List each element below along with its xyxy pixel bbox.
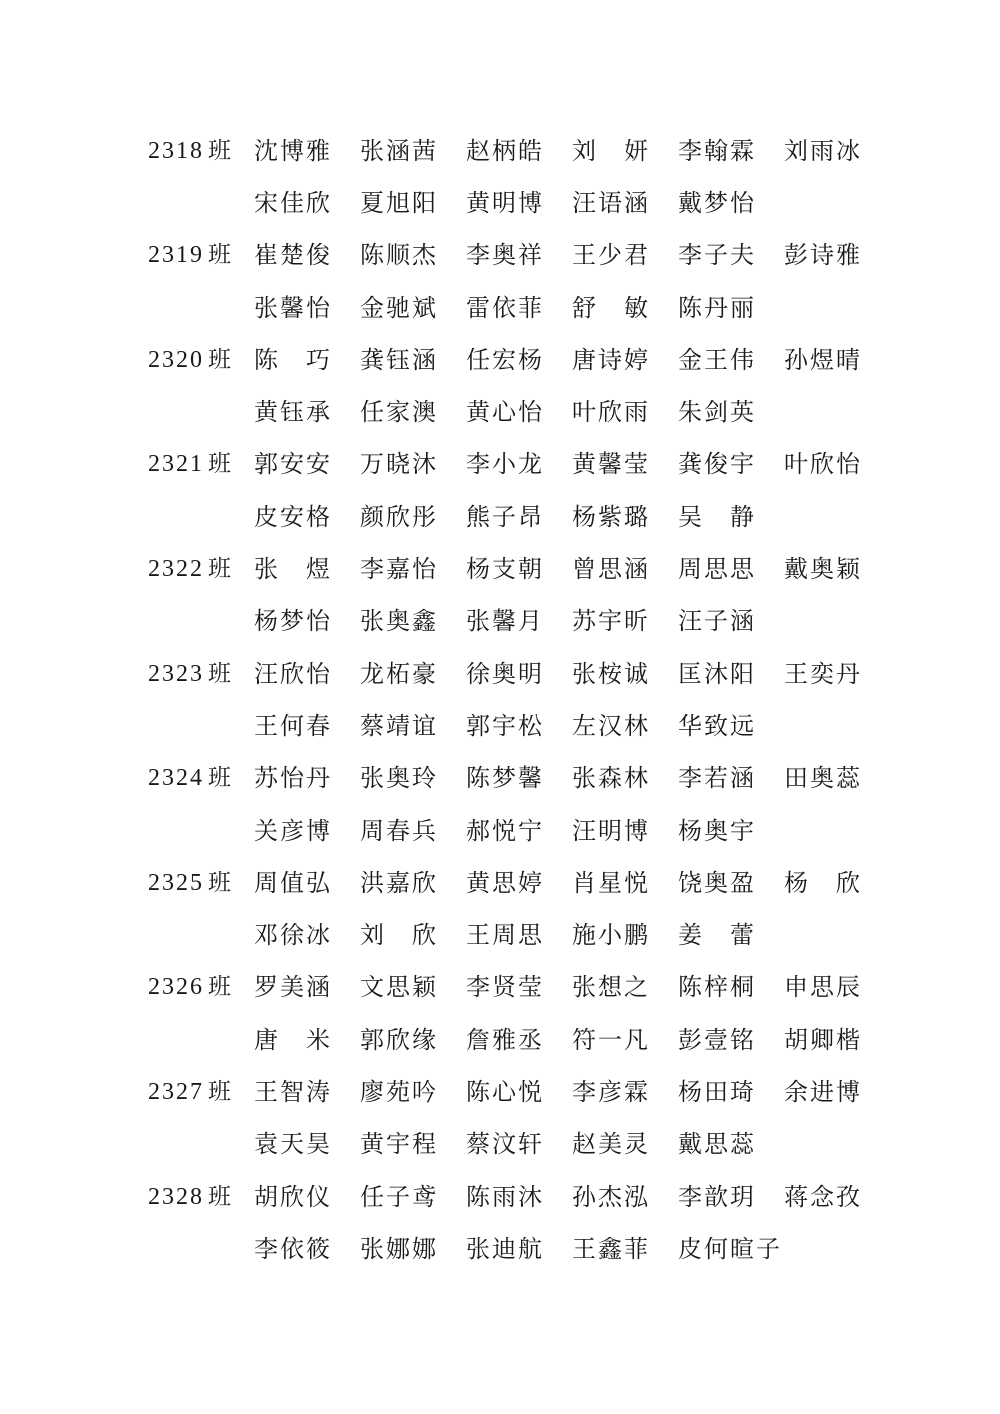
class-label [148,341,254,374]
student-name: 崔楚俊 [254,241,332,270]
class-row [148,959,888,1011]
student-name: 袁天昊 [254,1130,332,1159]
class-suffix: 班 [208,660,232,687]
student-name: 王何春 [254,711,332,740]
student-name: 姜 蕾 [678,921,756,950]
student-name: 陈雨沐 [466,1182,544,1211]
student-name: 李歆玥 [678,1182,756,1211]
class-row [148,279,888,331]
student-name: 叶欣怡 [784,450,862,479]
student-names [254,601,888,636]
student-name: 陈梦馨 [466,764,544,793]
student-name: 李若涵 [678,764,756,793]
student-name: 陈 巧 [254,345,332,374]
student-name: 沈博雅 [254,136,332,165]
student-name: 施小鹏 [572,921,650,950]
class-row [148,174,888,226]
student-name: 张娜娜 [360,1234,438,1263]
student-name: 张馨月 [466,607,544,636]
class-number: 2325 [148,869,204,896]
student-name: 刘 妍 [572,136,650,165]
student-name: 龙柘豪 [360,659,438,688]
class-label [148,550,254,583]
student-names [254,1229,888,1264]
class-row [148,697,888,749]
class-number: 2321 [148,451,204,478]
class-number: 2324 [148,765,204,792]
student-name: 胡欣仪 [254,1182,332,1211]
class-row [148,540,888,592]
student-name: 金王伟 [678,345,756,374]
student-name: 唐 米 [254,1025,332,1054]
student-names [254,863,888,898]
student-name: 汪语涵 [572,188,650,217]
class-roster [148,122,888,1273]
student-name: 张森林 [572,764,650,793]
student-name: 黄思婷 [466,868,544,897]
class-block-2319 [148,227,888,332]
student-name: 李子夫 [678,241,756,270]
student-name: 黄馨莹 [572,450,650,479]
student-name: 李翰霖 [678,136,756,165]
student-name: 皮何暄子 [678,1234,782,1263]
class-row [148,750,888,802]
student-names [254,549,890,584]
student-name: 皮安格 [254,502,332,531]
student-names [254,811,888,846]
student-name: 郭宇松 [466,711,544,740]
student-name: 苏怡丹 [254,764,332,793]
student-names [254,497,888,532]
student-name: 郭欣缘 [360,1025,438,1054]
student-name: 胡卿楷 [784,1025,862,1054]
class-suffix: 班 [208,556,232,583]
class-suffix: 班 [208,869,232,896]
student-name: 徐奥明 [466,659,544,688]
student-name: 邓徐冰 [254,921,332,950]
student-name: 龚俊宇 [678,450,756,479]
student-name: 杨奥宇 [678,816,756,845]
class-row [148,331,888,383]
student-name: 周春兵 [360,816,438,845]
student-name: 戴思蕊 [678,1130,756,1159]
student-name: 张迪航 [466,1234,544,1263]
student-name: 文思颖 [360,973,438,1002]
student-name: 雷依菲 [466,293,544,322]
class-block-2326 [148,959,888,1064]
student-name: 周值弘 [254,868,332,897]
student-names [254,654,890,689]
student-name: 左汉林 [572,711,650,740]
student-names [254,758,890,793]
class-row [148,383,888,435]
student-name: 黄钰承 [254,398,332,427]
student-name: 彭诗雅 [784,241,862,270]
student-name: 詹雅丞 [466,1025,544,1054]
student-name: 蔡汶轩 [466,1130,544,1159]
student-name: 杨 欣 [784,868,862,897]
class-row [148,122,888,174]
student-name: 黄宇程 [360,1130,438,1159]
class-row [148,593,888,645]
class-row [148,802,888,854]
student-name: 赵美灵 [572,1130,650,1159]
student-name: 李彦霖 [572,1077,650,1106]
student-name: 孙煜晴 [784,345,862,374]
student-name: 汪明博 [572,816,650,845]
student-name: 张馨怡 [254,293,332,322]
student-names [254,706,888,741]
student-name: 张涵茜 [360,136,438,165]
class-block-2320 [148,331,888,436]
student-name: 宋佳欣 [254,188,332,217]
student-name: 陈顺杰 [360,241,438,270]
student-name: 张 煜 [254,555,332,584]
student-name: 田奥蕊 [784,764,862,793]
class-label [148,864,254,897]
student-name: 李贤莹 [466,973,544,1002]
student-name: 苏宇昕 [572,607,650,636]
class-label [148,968,254,1001]
student-names [254,183,888,218]
student-name: 刘雨冰 [784,136,862,165]
student-name: 廖苑吟 [360,1077,438,1106]
student-name: 匡沐阳 [678,659,756,688]
student-names [254,1124,888,1159]
student-names [254,1020,890,1055]
class-number: 2328 [148,1183,204,1210]
student-name: 陈心悦 [466,1077,544,1106]
student-name: 黄心怡 [466,398,544,427]
class-row [148,906,888,958]
student-name: 夏旭阳 [360,188,438,217]
class-block-2327 [148,1063,888,1168]
student-name: 杨田琦 [678,1077,756,1106]
student-name: 张奥鑫 [360,607,438,636]
class-suffix: 班 [208,1183,232,1210]
student-name: 吴 静 [678,502,756,531]
class-row [148,1168,888,1220]
student-name: 龚钰涵 [360,345,438,374]
student-names [254,392,888,427]
student-name: 王奕丹 [784,659,862,688]
student-names [254,1177,890,1212]
class-number: 2326 [148,974,204,1001]
class-row [148,488,888,540]
class-label [148,236,254,269]
student-names [254,967,890,1002]
student-name: 肖星悦 [572,868,650,897]
student-name: 刘 欣 [360,921,438,950]
class-suffix: 班 [208,137,232,164]
class-row [148,1011,888,1063]
student-name: 蒋念孜 [784,1182,862,1211]
student-name: 郭安安 [254,450,332,479]
student-name: 戴梦怡 [678,188,756,217]
student-name: 洪嘉欣 [360,868,438,897]
class-number: 2322 [148,556,204,583]
student-name: 李奥祥 [466,241,544,270]
class-row [148,854,888,906]
class-number: 2323 [148,660,204,687]
class-suffix: 班 [208,1078,232,1105]
student-name: 任家澳 [360,398,438,427]
student-name: 张奥玲 [360,764,438,793]
class-row [148,1220,888,1272]
student-names [254,340,890,375]
class-block-2328 [148,1168,888,1273]
student-name: 李依筱 [254,1234,332,1263]
student-name: 王少君 [572,241,650,270]
class-block-2324 [148,750,888,855]
student-name: 陈梓桐 [678,973,756,1002]
student-name: 金驰斌 [360,293,438,322]
student-name: 饶奥盈 [678,868,756,897]
student-names [254,444,890,479]
student-name: 孙杰泓 [572,1182,650,1211]
class-suffix: 班 [208,242,232,269]
student-name: 符一凡 [572,1025,650,1054]
class-suffix: 班 [208,451,232,478]
class-row [148,1116,888,1168]
student-name: 朱剑英 [678,398,756,427]
student-name: 杨支朝 [466,555,544,584]
student-name: 任宏杨 [466,345,544,374]
student-name: 申思辰 [784,973,862,1002]
class-suffix: 班 [208,765,232,792]
student-name: 余进博 [784,1077,862,1106]
student-name: 戴奥颖 [784,555,862,584]
class-suffix: 班 [208,974,232,1001]
class-row [148,1063,888,1115]
student-name: 赵柄皓 [466,136,544,165]
class-number: 2318 [148,137,204,164]
class-label [148,445,254,478]
student-name: 汪欣怡 [254,659,332,688]
student-name: 叶欣雨 [572,398,650,427]
class-label [148,1073,254,1106]
student-name: 王鑫菲 [572,1234,650,1263]
class-block-2321 [148,436,888,541]
student-names [254,235,890,270]
student-name: 王周思 [466,921,544,950]
student-name: 彭壹铭 [678,1025,756,1054]
student-name: 唐诗婷 [572,345,650,374]
student-name: 万晓沐 [360,450,438,479]
student-name: 郝悦宁 [466,816,544,845]
student-name: 蔡靖谊 [360,711,438,740]
class-label [148,655,254,688]
student-names [254,1072,890,1107]
class-row [148,227,888,279]
student-name: 杨梦怡 [254,607,332,636]
student-name: 陈丹丽 [678,293,756,322]
student-name: 颜欣彤 [360,502,438,531]
class-row [148,645,888,697]
student-names [254,288,888,323]
student-name: 张想之 [572,973,650,1002]
student-names [254,131,890,166]
class-label [148,759,254,792]
class-row [148,436,888,488]
student-name: 黄明博 [466,188,544,217]
class-number: 2327 [148,1078,204,1105]
class-number: 2319 [148,242,204,269]
student-name: 曾思涵 [572,555,650,584]
class-number: 2320 [148,346,204,373]
student-name: 张桉诚 [572,659,650,688]
student-name: 汪子涵 [678,607,756,636]
student-name: 关彦博 [254,816,332,845]
student-name: 王智涛 [254,1077,332,1106]
student-name: 舒 敏 [572,293,650,322]
student-name: 华致远 [678,711,756,740]
student-name: 李小龙 [466,450,544,479]
student-name: 李嘉怡 [360,555,438,584]
class-label [148,132,254,165]
student-name: 任子鸢 [360,1182,438,1211]
class-block-2323 [148,645,888,750]
class-label [148,1178,254,1211]
class-suffix: 班 [208,346,232,373]
student-name: 周思思 [678,555,756,584]
class-block-2325 [148,854,888,959]
student-name: 熊子昂 [466,502,544,531]
student-names [254,915,888,950]
class-block-2318 [148,122,888,227]
student-name: 罗美涵 [254,973,332,1002]
class-block-2322 [148,540,888,645]
student-name: 杨紫璐 [572,502,650,531]
